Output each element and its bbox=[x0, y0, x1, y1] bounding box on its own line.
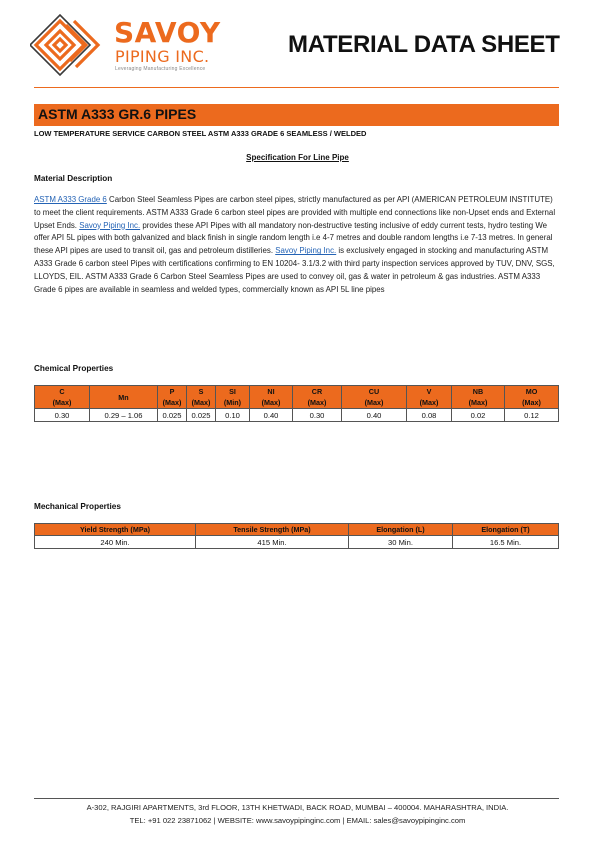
product-title-banner bbox=[34, 104, 559, 126]
column-header-limit: (Max) bbox=[468, 398, 488, 407]
description-text-2: provides these API Pipes with all mandatory non-destructive testing inclusive of eddy current tests, hydro testing We offer API 5L pipes with both galvanized and black finish in single random length i.e 4-7 metres and double random lengths i.e 7-13 metres. In general these API pipes are used to transit oil, gas and petroleum distilleries. bbox=[34, 220, 553, 256]
link-savoy-piping-1[interactable]: Savoy Piping Inc. bbox=[79, 220, 141, 230]
column-header-limit: (Max) bbox=[162, 398, 182, 407]
column-header-name: CU bbox=[368, 387, 380, 396]
column-header-limit: (Max) bbox=[52, 398, 72, 407]
spec-heading: Specification For Line Pipe bbox=[246, 153, 349, 162]
column-header-limit: (Max) bbox=[191, 398, 211, 407]
column-header-name: NI bbox=[267, 387, 275, 396]
column-header-name: MO bbox=[525, 387, 538, 396]
description-text-1: Carbon Steel Seamless Pipes are carbon steel pipes, strictly manufactured as per API (AMERICAN PETROLEUM INSTITUTE) to meet the client requirements. ASTM A333 Grade 6 carbon steel pipes are provided with multiple end connections like non-Upset ends and External Upset Ends. bbox=[34, 195, 556, 230]
table-cell: 16.5 Min. bbox=[453, 536, 559, 549]
table-cell: 30 Min. bbox=[349, 536, 453, 549]
footer-address: A-302, RAJGIRI APARTMENTS, 3rd FLOOR, 13TH KHETWADI, BACK ROAD, MUMBAI – 400004. MAHARASHTRA, INDIA. bbox=[86, 803, 509, 812]
column-header-name: SI bbox=[229, 387, 236, 396]
column-header bbox=[505, 386, 559, 409]
description-text-3: is exclusively engaged in stocking and manufacturing ASTM A333 Grade 6 carbon steel Pipes with certifications confirming to EN 10204- 3.1/3.2 with third party inspection services approved by TUV, DNV, SGS, LLOYDS, EIL. ASTM A333 Grade 6 Carbon Steel Seamless Pipes are used to convey oil, gas & water in petroleum & gas industries. ASTM A333 Grade 6 pipes are available in seamless and welded types, commercially known as API 5L line pipes bbox=[34, 246, 555, 294]
table-cell: 0.30 bbox=[293, 409, 342, 422]
column-header bbox=[216, 386, 250, 409]
logo-wordmark: SAVOY bbox=[114, 16, 221, 49]
column-header: Yield Strength (MPa) bbox=[35, 524, 196, 536]
column-header: Elongation (T) bbox=[453, 524, 559, 536]
column-header bbox=[452, 386, 505, 409]
column-header-name: S bbox=[198, 387, 204, 396]
logo-tagline: Leveraging Manufacturing Excellence bbox=[115, 66, 206, 72]
table-cell: 0.30 bbox=[35, 409, 90, 422]
chemical-properties-table bbox=[34, 385, 559, 422]
column-header-name: V bbox=[426, 387, 432, 396]
column-header bbox=[342, 386, 407, 409]
link-savoy-piping-2[interactable]: Savoy Piping Inc. bbox=[275, 246, 337, 256]
column-header-limit: (Max) bbox=[364, 398, 384, 407]
footer-divider bbox=[34, 798, 559, 799]
mechanical-properties-heading: Mechanical Properties bbox=[34, 502, 121, 511]
logo-mark-icon bbox=[30, 14, 112, 76]
mechanical-properties-table bbox=[34, 523, 559, 549]
column-header-limit: (Min) bbox=[223, 398, 242, 407]
column-header-limit: (Max) bbox=[522, 398, 541, 407]
column-header-name: CR bbox=[311, 387, 323, 396]
table-cell: 0.025 bbox=[187, 409, 216, 422]
table-header-row bbox=[35, 386, 559, 409]
column-header-name: P bbox=[169, 387, 175, 396]
table-cell: 0.08 bbox=[407, 409, 452, 422]
table-cell: 0.29 – 1.06 bbox=[90, 409, 158, 422]
column-header bbox=[293, 386, 342, 409]
logo-subname: PIPING INC. bbox=[115, 47, 210, 66]
column-header-name: NB bbox=[472, 387, 484, 396]
table-cell: 240 Min. bbox=[35, 536, 196, 549]
table-cell: 0.12 bbox=[505, 409, 559, 422]
column-header bbox=[407, 386, 452, 409]
column-header-name: Mn bbox=[118, 392, 129, 402]
table-header-row bbox=[35, 524, 559, 536]
page-title: MATERIAL DATA SHEET bbox=[288, 31, 560, 58]
table-cell: 0.025 bbox=[158, 409, 187, 422]
column-header bbox=[158, 386, 187, 409]
footer-contact: TEL: +91 022 23871062 | WEBSITE: www.savoypipinginc.com | EMAIL: sales@savoypipinginc.com bbox=[129, 816, 466, 825]
product-title: ASTM A333 GR.6 PIPES bbox=[38, 106, 197, 122]
column-header-limit: (Max) bbox=[307, 398, 327, 407]
table-cell: 0.10 bbox=[216, 409, 250, 422]
column-header bbox=[90, 386, 158, 409]
product-subtitle: LOW TEMPERATURE SERVICE CARBON STEEL ASTM A333 GRADE 6 SEAMLESS / WELDED bbox=[34, 129, 367, 138]
table-row bbox=[35, 536, 559, 549]
chemical-properties-heading: Chemical Properties bbox=[34, 364, 114, 373]
link-astm-a333[interactable]: ASTM A333 Grade 6 bbox=[34, 195, 107, 204]
column-header: Elongation (L) bbox=[349, 524, 453, 536]
column-header bbox=[250, 386, 293, 409]
material-description-heading: Material Description bbox=[34, 174, 113, 183]
column-header-limit: (Max) bbox=[261, 398, 281, 407]
table-cell: 0.40 bbox=[250, 409, 293, 422]
table-cell: 415 Min. bbox=[196, 536, 349, 549]
column-header bbox=[35, 386, 90, 409]
column-header-limit: (Max) bbox=[419, 398, 439, 407]
column-header-name: C bbox=[59, 387, 65, 396]
table-cell: 0.40 bbox=[342, 409, 407, 422]
column-header bbox=[187, 386, 216, 409]
table-row bbox=[35, 409, 559, 422]
table-cell: 0.02 bbox=[452, 409, 505, 422]
company-logo bbox=[30, 14, 230, 76]
column-header: Tensile Strength (MPa) bbox=[196, 524, 349, 536]
material-description-text bbox=[34, 194, 561, 296]
header-divider bbox=[34, 87, 559, 88]
